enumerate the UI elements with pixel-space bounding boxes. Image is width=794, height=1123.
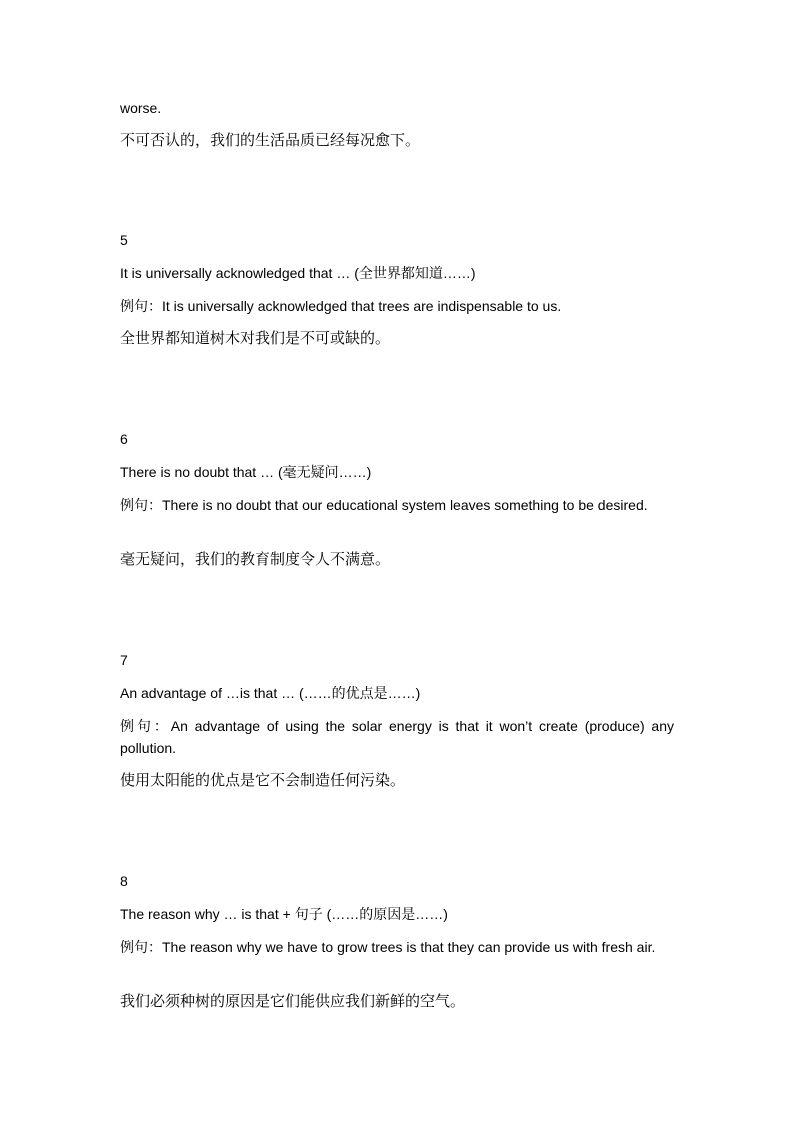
entry-translation: 毫无疑问，我们的教育制度令人不满意。 bbox=[120, 551, 391, 568]
entry-translation: 我们必须种树的原因是它们能供应我们新鲜的空气。 bbox=[120, 993, 466, 1010]
entry-number: 7 bbox=[120, 652, 128, 668]
entry-example: 例句：There is no doubt that our educational system leaves something to be desired. bbox=[120, 497, 648, 513]
entry-translation: 全世界都知道树木对我们是不可或缺的。 bbox=[120, 330, 391, 347]
entry-number: 5 bbox=[120, 232, 128, 248]
intro-tail-english: worse. bbox=[120, 100, 162, 116]
entry-number: 8 bbox=[120, 873, 128, 889]
entry-example: 例句：The reason why we have to grow trees is that they can provide us with fresh air. bbox=[120, 939, 656, 955]
entry-example: 例句：It is universally acknowledged that trees are indispensable to us. bbox=[120, 298, 562, 314]
entry-phrase: It is universally acknowledged that … (全世界都知道……) bbox=[120, 265, 476, 281]
intro-tail-chinese: 不可否认的，我们的生活品质已经每况愈下。 bbox=[120, 132, 421, 149]
entry-phrase: The reason why … is that + 句子 (……的原因是……) bbox=[120, 906, 448, 922]
entry-number: 6 bbox=[120, 431, 128, 447]
entry-example: 例句：An advantage of using the solar energy is that it won’t create (produce) any pollution. bbox=[120, 718, 674, 756]
entry-translation: 使用太阳能的优点是它不会制造任何污染。 bbox=[120, 772, 406, 789]
entry-phrase: There is no doubt that … (毫无疑问……) bbox=[120, 464, 372, 480]
entry-phrase: An advantage of …is that … (……的优点是……) bbox=[120, 685, 421, 701]
